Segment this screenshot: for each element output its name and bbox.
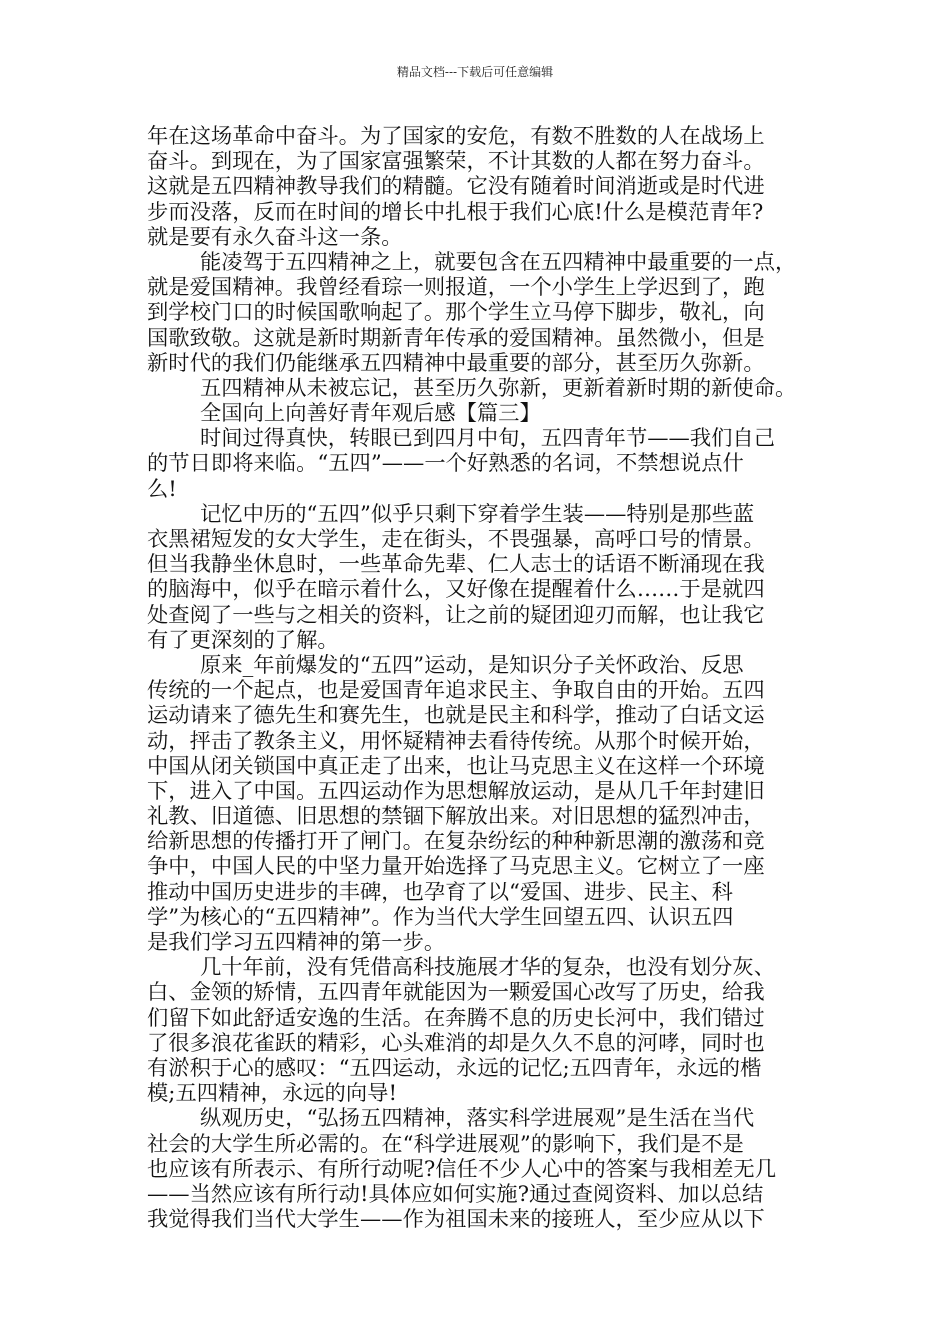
- text-line: ——当然应该有所行动!具体应如何实施?通过查阅资料、加以总结: [147, 1181, 764, 1207]
- text-line: 就是要有永久奋斗这一条。: [147, 224, 403, 250]
- text-line: 白、金领的矫情，五四青年就能因为一颗爱国心改写了历史，给我: [147, 980, 765, 1006]
- text-line: 中国从闭关锁国中真正走了出来，也让马克思主义在这样一个环境: [147, 753, 765, 779]
- text-line: 有了更深刻的了解。: [147, 627, 339, 653]
- text-line: 能凌驾于五四精神之上，就要包含在五四精神中最重要的一点，: [200, 249, 797, 275]
- text-line: 记忆中历的“五四”似乎只剩下穿着学生装——特别是那些蓝: [200, 501, 755, 527]
- text-line: 纵观历史，“弘扬五四精神，落实科学进展观”是生活在当代: [200, 1106, 755, 1132]
- text-line: 到学校门口的时候国歌响起了。那个学生立马停下脚步，敬礼，向: [147, 300, 765, 326]
- text-line: 下，进入了中国。五四运动作为思想解放运动，是从几千年封建旧: [147, 778, 765, 804]
- text-line: 运动请来了德先生和赛先生，也就是民主和科学，推动了白话文运: [147, 703, 765, 729]
- header-text: 精品文档---下载后可任意编辑: [396, 65, 554, 79]
- text-line: 推动中国历史进步的丰碑，也孕育了以“爱国、进步、民主、科: [147, 879, 733, 905]
- text-line: 步而没落，反而在时间的增长中扎根于我们心底!什么是模范青年?: [147, 199, 764, 225]
- text-line: 新时代的我们仍能继承五四精神中最重要的部分，甚至历久弥新。: [147, 350, 765, 376]
- text-line: 时间过得真快，转眼已到四月中旬，五四青年节——我们自己: [200, 426, 776, 452]
- text-line: 原来_年前爆发的“五四”运动，是知识分子关怀政治、反思: [200, 652, 744, 678]
- text-line: 处查阅了一些与之相关的资料，让之前的疑团迎刃而解，也让我它: [147, 602, 765, 628]
- text-line: 年在这场革命中奋斗。为了国家的安危，有数不胜数的人在战场上: [147, 124, 765, 149]
- text-line: 给新思想的传播打开了闸门。在复杂纷纭的种种新思潮的激荡和竞: [147, 829, 765, 855]
- text-line: 奋斗。到现在，为了国家富强繁荣，不计其数的人都在努力奋斗。: [147, 149, 765, 175]
- text-line: 几十年前，没有凭借高科技施展才华的复杂，也没有划分灰、: [200, 955, 776, 981]
- page-header: [0, 64, 950, 80]
- text-line: 们留下如此舒适安逸的生活。在奔腾不息的历史长河中，我们错过: [147, 1005, 765, 1031]
- text-line: 模;五四精神，永远的向导!: [147, 1081, 398, 1107]
- text-line: 争中，中国人民的中坚力量开始选择了马克思主义。它树立了一座: [147, 854, 765, 880]
- text-line: 动，抨击了教条主义，用怀疑精神去看待传统。从那个时候开始，: [147, 728, 765, 754]
- text-line: 学”为核心的“五四精神”。作为当代大学生回望五四、认识五四: [147, 904, 734, 930]
- text-line: 也应该有所表示、有所行动呢?信任不少人心中的答案与我相差无几: [147, 1156, 777, 1182]
- text-line: 有淤积于心的感叹：“五四运动，永远的记忆;五四青年，永远的楷: [147, 1055, 762, 1081]
- text-line: 我觉得我们当代大学生——作为祖国未来的接班人，至少应从以下: [147, 1207, 765, 1233]
- text-line: 的脑海中，似乎在暗示着什么，又好像在提醒着什么……于是就四: [147, 577, 765, 603]
- text-line: 是我们学习五四精神的第一步。: [147, 930, 446, 955]
- text-line: 了很多浪花雀跃的精彩，心头难消的却是久久不息的河哮，同时也: [147, 1030, 765, 1056]
- text-line: 么!: [147, 476, 177, 502]
- text-line: 衣黑裙短发的女大学生，走在街头，不畏强暴，高呼口号的情景。: [147, 527, 765, 552]
- document-body: [147, 124, 807, 1232]
- text-line: 社会的大学生所必需的。在“科学进展观”的影响下，我们是不是: [147, 1131, 744, 1157]
- text-line: 国歌致敬。这就是新时期新青年传承的爱国精神。虽然微小，但是: [147, 325, 765, 351]
- text-line: 的节日即将来临。“五四”——一个好熟悉的名词，不禁想说点什: [147, 451, 744, 477]
- text-line: 礼教、旧道德、旧思想的禁锢下解放出来。对旧思想的猛烈冲击，: [147, 804, 765, 830]
- text-line: 就是爱国精神。我曾经看琮一则报道，一个小学生上学迟到了，跑: [147, 275, 765, 301]
- text-line: 五四精神从未被忘记，甚至历久弥新，更新着新时期的新使命。: [200, 375, 797, 401]
- text-line: 这就是五四精神教导我们的精髓。它没有随着时间消逝或是时代进: [147, 174, 765, 200]
- text-line: 传统的一个起点，也是爱国青年追求民主、争取自由的开始。五四: [147, 678, 765, 704]
- text-line: 全国向上向善好青年观后感【篇三】: [200, 401, 541, 427]
- text-line: 但当我静坐休息时，一些革命先辈、仁人志士的话语不断涌现在我: [147, 552, 765, 578]
